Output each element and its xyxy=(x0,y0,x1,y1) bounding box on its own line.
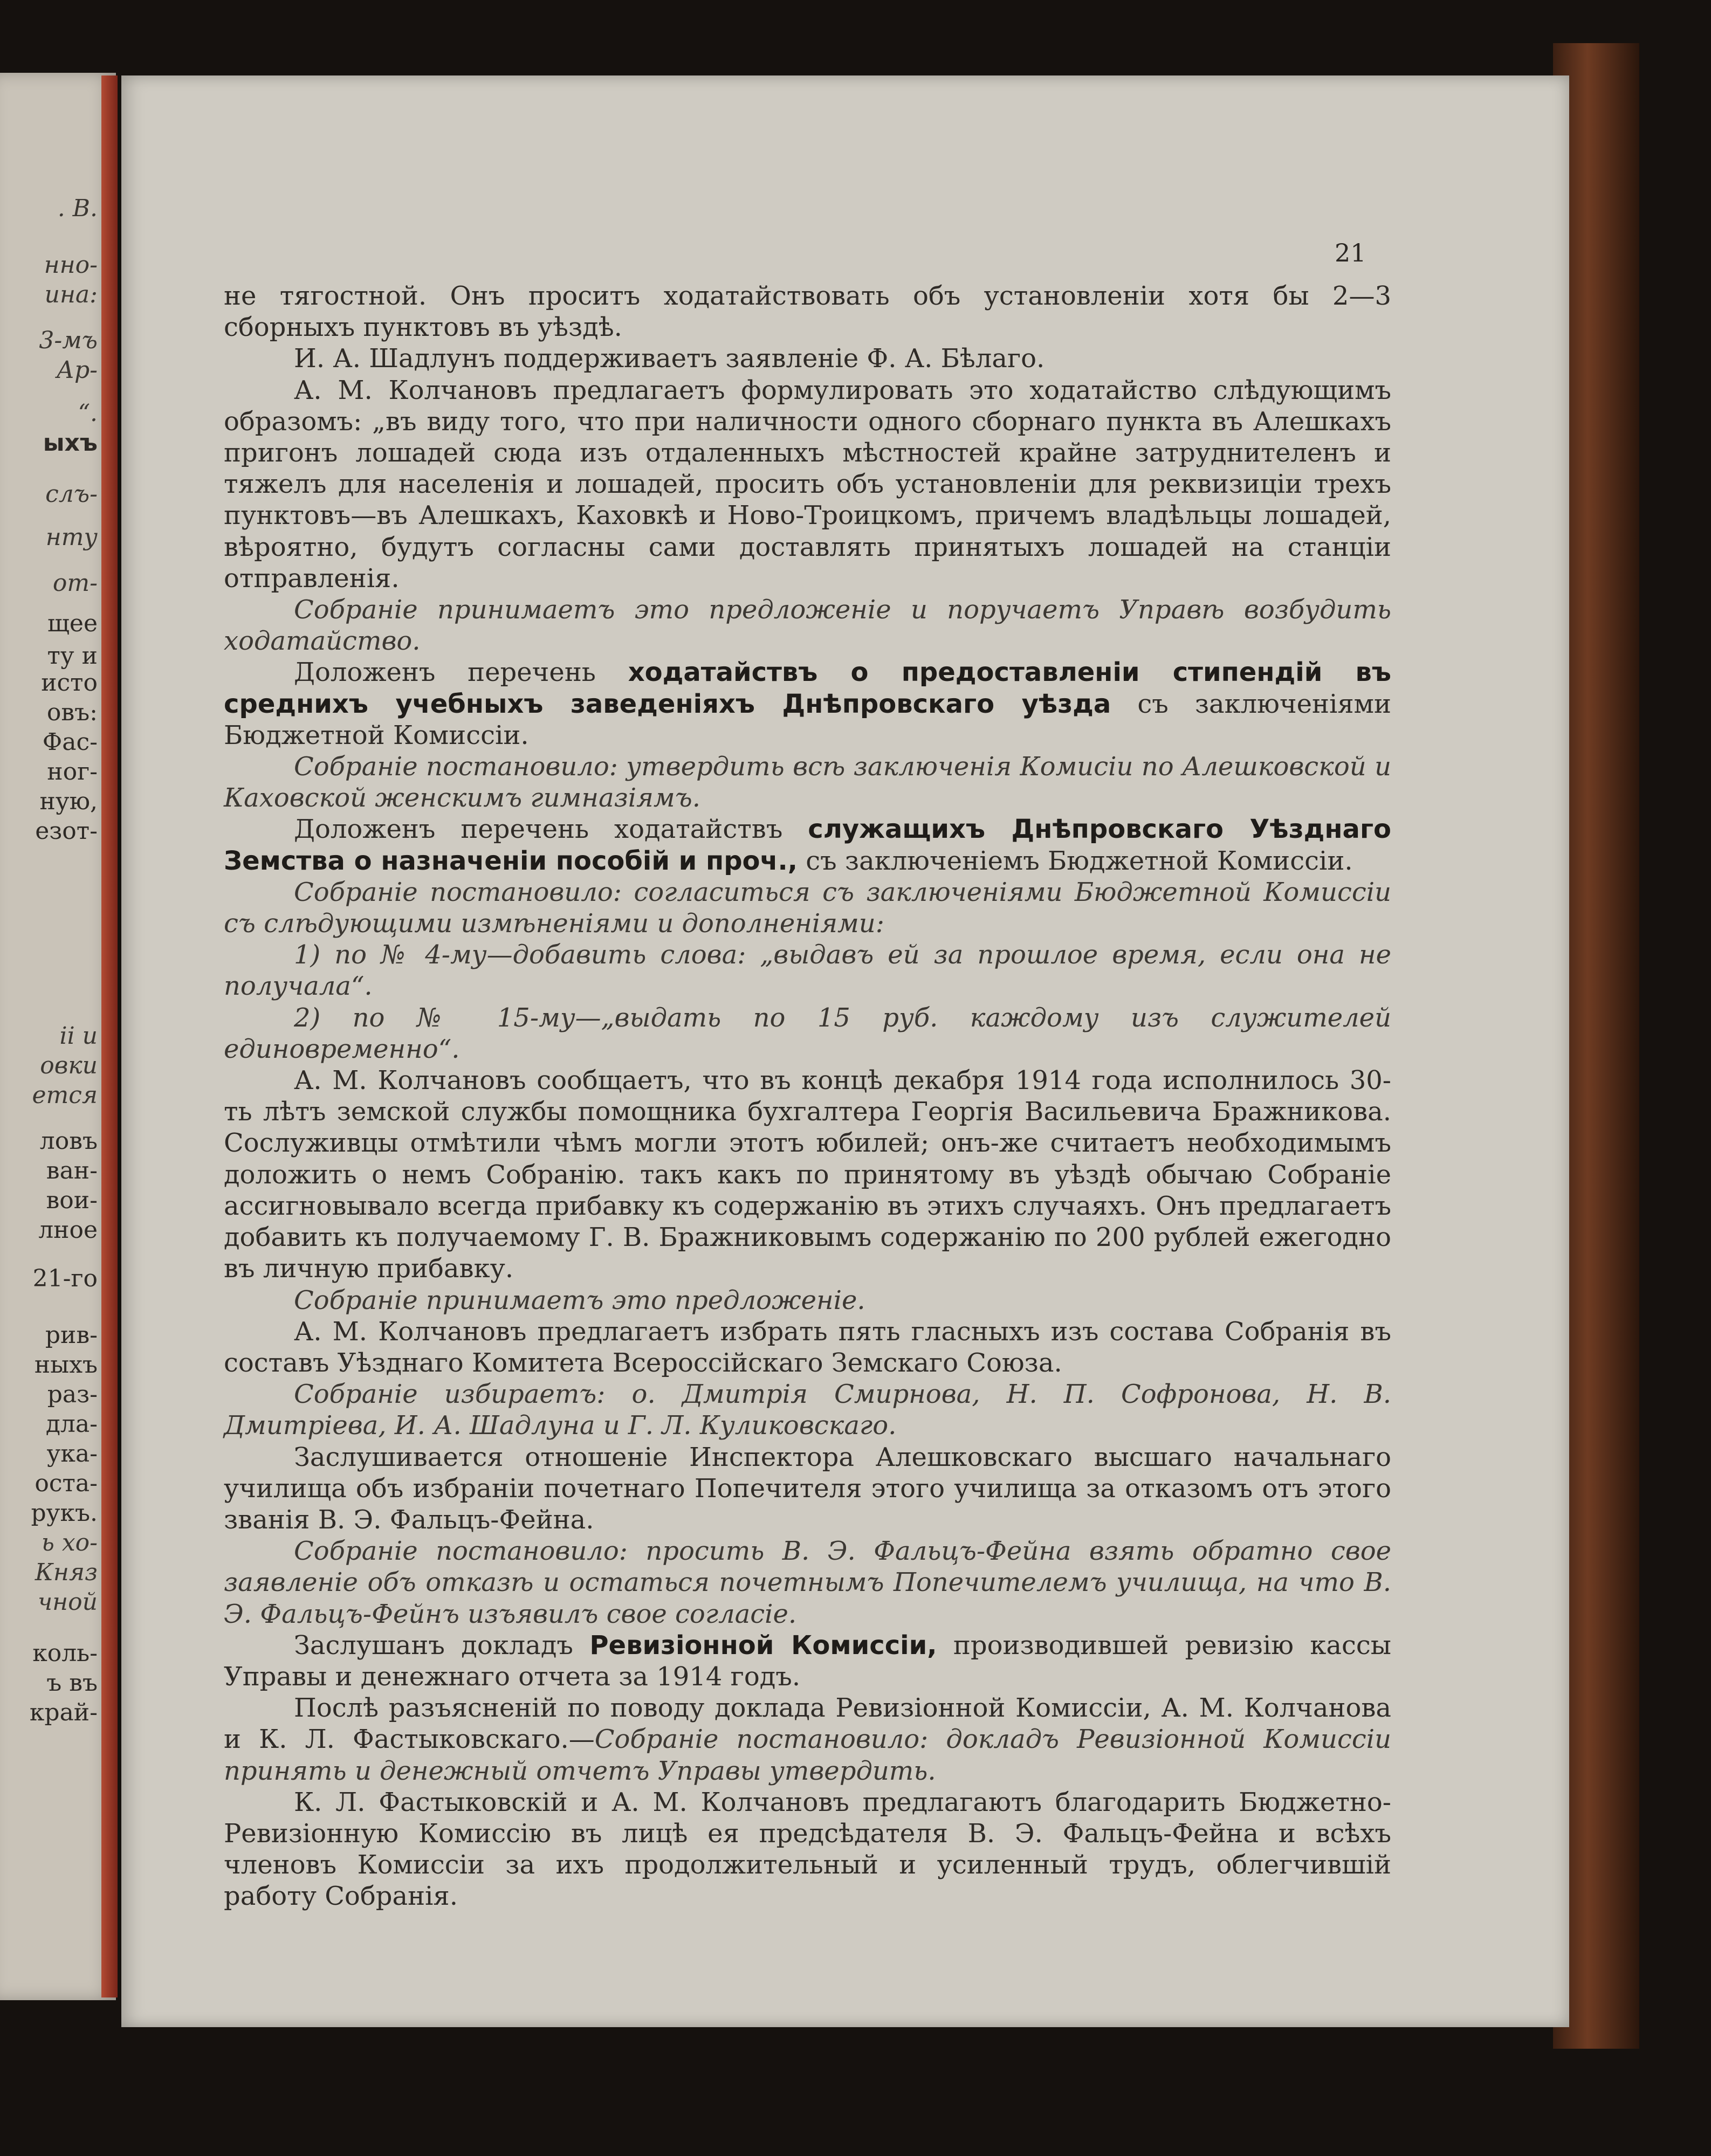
left-page-fragment: рив- xyxy=(45,1321,98,1349)
left-page-fragment: вои- xyxy=(46,1187,98,1214)
left-page-fragment: ную, xyxy=(39,788,98,815)
text-run: А. М. Колчановъ сообщаетъ, что въ концѣ декабря 1914 года исполнилось 30-ть лѣтъ земской службы помощника бухгалтера Георгія Васильевича Бражникова. Сослуживцы отмѣтили чѣмъ могли этотъ юбилей; онъ-же считаетъ необходимымъ доложить о немъ Собранію. такъ какъ по принятому въ уѣздѣ обычаю Собраніе ассигновывало всегда прибавку къ содержанію въ этихъ случаяхъ. Онъ предлагаетъ добавить къ получаемому Г. В. Бражниковымъ содержанію по 200 рублей ежегодно въ личную прибавку. xyxy=(224,1065,1391,1284)
left-page-fragment: ина: xyxy=(44,281,98,308)
paragraph xyxy=(224,1442,1391,1536)
paragraph xyxy=(224,1535,1391,1630)
left-page-fragment: слъ- xyxy=(45,480,98,508)
left-page-fragment: “. xyxy=(78,399,98,427)
left-page-fragment: Фас- xyxy=(42,728,98,756)
page-body-text xyxy=(224,280,1391,1912)
italic-resolution: Собраніе избираетъ: о. Дмитрія Смирнова, Н. П. Софронова, Н. В. Дмитріева, И. А. Шадлуна и Г. Л. Куликовскаго. xyxy=(224,1379,1391,1441)
left-page-fragment: рукъ. xyxy=(31,1499,98,1527)
italic-resolution: Собраніе постановило: просить В. Э. Фальцъ-Фейна взять обратно свое заявленіе объ отказѣ и остаться почетнымъ Попечителемъ училища, на что В. Э. Фальцъ-Фейнъ изъявилъ свое согласіе. xyxy=(224,1536,1391,1629)
paragraph xyxy=(224,877,1391,939)
left-page-fragment: ног- xyxy=(47,758,98,786)
text-run: Заслушанъ докладъ xyxy=(294,1630,590,1661)
paragraph xyxy=(224,657,1391,751)
text-run: производившей ревизію кассы Управы и денежнаго отчета за 1914 годъ. xyxy=(224,1630,1391,1692)
paragraph xyxy=(224,343,1391,374)
italic-resolution: Собраніе постановило: докладъ Ревизіонной Комиссіи принять и денежный отчетъ Управы утвердить. xyxy=(224,1724,1391,1786)
page-number: 21 xyxy=(1335,238,1366,267)
left-page-edge xyxy=(0,73,116,2000)
left-page-fragment: раз- xyxy=(47,1381,98,1408)
left-page-fragment: нту xyxy=(45,523,98,551)
bold-phrase: Ревизіонной Комиссіи, xyxy=(589,1630,937,1661)
left-page-fragment: от- xyxy=(52,569,98,597)
italic-resolution: 2) по № 15-му—„выдать по 15 руб. каждому изъ служителей единовременно“. xyxy=(224,1002,1391,1064)
paragraph xyxy=(224,375,1391,594)
text-run: А. М. Колчановъ предлагаетъ избрать пять гласныхъ изъ состава Собранія въ составъ Уѣзднаго Комитета Всероссійскаго Земскаго Союза. xyxy=(224,1316,1391,1378)
paragraph xyxy=(224,1692,1391,1787)
text-run: И. А. Шадлунъ поддерживаетъ заявленіе Ф. А. Бѣлаго. xyxy=(294,343,1045,374)
text-run: Доложенъ перечень ходатайствъ xyxy=(294,814,808,845)
left-page-fragment: 21-го xyxy=(32,1265,98,1292)
paragraph xyxy=(224,1630,1391,1692)
text-run: Доложенъ перечень xyxy=(294,657,628,688)
left-page-fragment: край- xyxy=(29,1699,98,1726)
left-page-fragment: ловъ xyxy=(39,1127,98,1155)
left-page-fragment: щее xyxy=(47,610,98,637)
text-run: К. Л. Фастыковскій и А. М. Колчановъ предлагаютъ благодарить Бюджетно-Ревизіонную Комиссію въ лицѣ ея предсѣдателя В. Э. Фальцъ-Фейна и всѣхъ членовъ Комиссіи за ихъ продолжительный и усиленный трудъ, облегчившій работу Собранія. xyxy=(224,1787,1391,1912)
text-run: съ заключеніями Бюджетной Комиссіи. xyxy=(224,688,1391,750)
paragraph xyxy=(224,1285,1391,1316)
text-run: Заслушивается отношеніе Инспектора Алешковскаго высшаго начальнаго училища объ избраніи почетнаго Попечителя этого училища за отказомъ отъ этого званія В. Э. Фальцъ-Фейна. xyxy=(224,1442,1391,1535)
left-page-fragment: ъ въ xyxy=(46,1669,98,1697)
left-page-fragment: ыхъ xyxy=(43,429,98,457)
italic-resolution: Собраніе принимаетъ это предложеніе и поручаетъ Управѣ возбудить ходатайство. xyxy=(224,595,1391,657)
paragraph xyxy=(224,1316,1391,1379)
left-page-fragment: ту и xyxy=(47,642,98,670)
left-page-fragment: ныхъ xyxy=(34,1351,98,1379)
paragraph xyxy=(224,1379,1391,1441)
left-page-fragment: ii и xyxy=(59,1022,98,1050)
left-page-fragment: чной xyxy=(37,1588,98,1616)
left-page-fragment: ется xyxy=(32,1082,98,1109)
left-page-fragment: ван- xyxy=(46,1157,98,1184)
text-run: съ заключеніемъ Бюджетной Комиссіи. xyxy=(797,845,1353,876)
paragraph xyxy=(224,1065,1391,1284)
left-page-fragment: 3-мъ xyxy=(39,327,98,354)
paragraph xyxy=(224,1002,1391,1065)
italic-resolution: 1) по № 4-му—добавить слова: „выдавъ ей за прошлое время, если она не получала“. xyxy=(224,940,1391,1002)
left-book-cover-edge xyxy=(101,75,118,1997)
left-page-fragment: ь хо- xyxy=(41,1529,98,1556)
paragraph xyxy=(224,939,1391,1002)
left-page-fragment: дла- xyxy=(45,1410,98,1438)
paragraph xyxy=(224,594,1391,657)
left-page-fragment: лное xyxy=(38,1216,98,1244)
left-page-fragment: овъ: xyxy=(46,699,98,726)
left-page-fragment: овки xyxy=(40,1052,98,1079)
italic-resolution: Собраніе постановило: утвердить всѣ заключенія Комисіи по Алешковской и Каховской женскимъ гимназіямъ. xyxy=(224,752,1391,814)
italic-resolution: Собраніе принимаетъ это предложеніе. xyxy=(294,1285,865,1315)
left-page-fragment: . В. xyxy=(57,195,98,222)
left-page-fragment: езот- xyxy=(35,817,98,845)
italic-resolution: Собраніе постановило: согласиться съ заключеніями Бюджетной Комиссіи съ слѣдующими измѣненіями и дополненіями: xyxy=(224,877,1391,939)
paragraph xyxy=(224,1787,1391,1912)
paragraph xyxy=(224,814,1391,876)
text-run: А. М. Колчановъ предлагаетъ формулировать это ходатайство слѣдующимъ образомъ: „въ виду того, что при наличности одного сборнаго пункта въ Алешкахъ пригонъ лошадей сюда изъ отдаленныхъ мѣстностей крайне затруднителенъ и тяжелъ для населенія и лошадей, просить объ установленіи для реквизиціи трехъ пунктовъ—въ Алешкахъ, Каховкѣ и Ново-Троицкомъ, причемъ владѣльцы лошадей, вѣроятно, будутъ согласны сами доставлять принятыхъ лошадей на станціи отправленія. xyxy=(224,375,1391,594)
left-page-fragment: оста- xyxy=(35,1470,98,1497)
left-page-fragment: нно- xyxy=(44,251,98,279)
bold-phrase: ходатайствъ о предоставленіи стипендій въ среднихъ учебныхъ заведеніяхъ Днѣпровскаго уѣзда xyxy=(224,657,1391,719)
paragraph xyxy=(224,751,1391,814)
left-page-fragment: коль- xyxy=(32,1640,98,1667)
left-page-fragment: ука- xyxy=(46,1440,98,1468)
text-run: Послѣ разъясненій по поводу доклада Ревизіонной Комиссіи, А. М. Колчанова и К. Л. Фастыковскаго.— xyxy=(224,1693,1391,1755)
left-page-fragment: Ар- xyxy=(56,356,98,384)
left-page-fragment: исто xyxy=(41,669,98,697)
bold-phrase: служащихъ Днѣпровскаго Уѣзднаго Земства о назначеніи пособій и проч., xyxy=(224,814,1391,876)
paragraph xyxy=(224,280,1391,343)
left-page-fragment: Княз xyxy=(35,1559,98,1586)
text-run: не тягостной. Онъ проситъ ходатайствовать объ установленіи хотя бы 2—3 сборныхъ пунктовъ въ уѣздѣ. xyxy=(224,281,1391,343)
